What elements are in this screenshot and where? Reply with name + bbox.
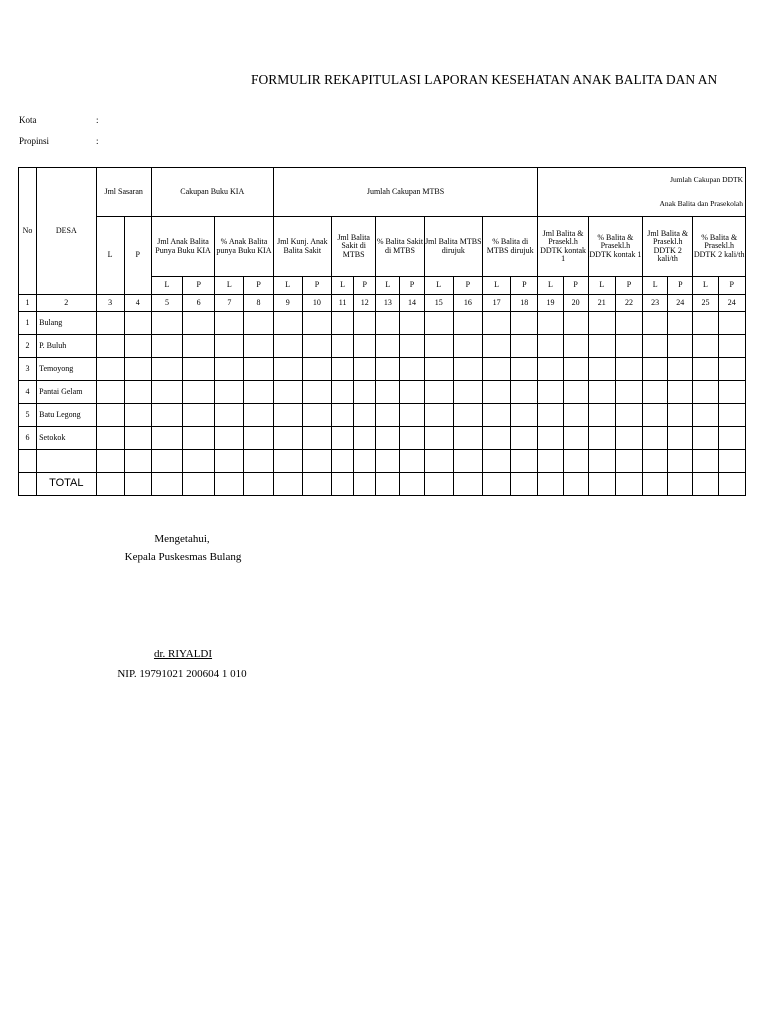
data-cell	[183, 404, 215, 427]
lp-cell: P	[302, 277, 331, 295]
data-cell	[96, 450, 124, 473]
row-number: 4	[19, 381, 37, 404]
data-cell	[615, 427, 642, 450]
data-cell	[151, 381, 182, 404]
data-rows	[19, 312, 746, 473]
col-number: 4	[124, 295, 151, 312]
data-cell	[615, 335, 642, 358]
data-cell	[482, 404, 510, 427]
lp-cell: P	[615, 277, 642, 295]
data-cell	[273, 335, 302, 358]
rekap-table	[18, 167, 746, 496]
col-number: 23	[643, 295, 668, 312]
data-cell	[273, 381, 302, 404]
row-number: 2	[19, 335, 37, 358]
lp-cell: P	[453, 277, 482, 295]
data-cell	[151, 427, 182, 450]
data-cell	[302, 427, 331, 450]
row-number: 3	[19, 358, 37, 381]
col-number: 1	[19, 295, 37, 312]
data-cell	[244, 404, 273, 427]
data-cell	[215, 381, 244, 404]
data-cell	[183, 335, 215, 358]
row-desa: Pantai Gelam	[37, 381, 96, 404]
data-cell	[400, 312, 424, 335]
data-cell	[124, 381, 151, 404]
data-cell	[718, 404, 745, 427]
data-cell	[302, 404, 331, 427]
data-cell	[96, 427, 124, 450]
data-cell	[643, 358, 668, 381]
data-cell	[244, 381, 273, 404]
ddtk-subtitle: Anak Balita dan Prasekolah	[659, 199, 743, 208]
data-cell	[302, 450, 331, 473]
data-cell	[453, 427, 482, 450]
data-cell	[124, 312, 151, 335]
data-cell	[215, 427, 244, 450]
propinsi-label: Propinsi	[19, 136, 50, 146]
data-cell	[424, 358, 453, 381]
data-cell	[588, 450, 615, 473]
row-desa: Setokok	[37, 427, 96, 450]
table-row	[19, 381, 746, 404]
propinsi-row	[19, 136, 99, 146]
row-desa: Temoyong	[37, 358, 96, 381]
data-cell	[511, 427, 538, 450]
col-number: 25	[693, 295, 718, 312]
data-cell	[354, 312, 376, 335]
total-row	[19, 473, 746, 496]
table-row	[19, 404, 746, 427]
data-cell	[482, 358, 510, 381]
table-row	[19, 312, 746, 335]
col-number: 19	[538, 295, 563, 312]
data-cell	[693, 427, 718, 450]
data-cell	[453, 358, 482, 381]
sub-header-10: Jml Balita & Prasekl.h DDTK 2 kali/th	[643, 217, 693, 277]
data-cell	[96, 404, 124, 427]
lp-cell: P	[668, 277, 693, 295]
data-cell	[668, 335, 693, 358]
data-cell	[538, 404, 563, 427]
data-cell	[693, 381, 718, 404]
kota-row	[19, 115, 99, 125]
data-cell	[511, 358, 538, 381]
data-cell	[563, 312, 588, 335]
data-cell	[400, 450, 424, 473]
data-cell	[615, 312, 642, 335]
row-desa	[37, 450, 96, 473]
col-number: 3	[96, 295, 124, 312]
data-cell	[453, 312, 482, 335]
data-cell	[643, 381, 668, 404]
data-cell	[424, 381, 453, 404]
data-cell	[643, 450, 668, 473]
data-cell	[511, 404, 538, 427]
lp-cell: L	[332, 277, 354, 295]
data-cell	[332, 427, 354, 450]
data-cell	[588, 312, 615, 335]
data-cell	[538, 358, 563, 381]
data-cell	[538, 335, 563, 358]
row-number	[19, 450, 37, 473]
col-number: 8	[244, 295, 273, 312]
data-cell	[151, 312, 182, 335]
row-desa: Batu Legong	[37, 404, 96, 427]
col-number: 18	[511, 295, 538, 312]
signatory-name: dr. RIYALDI	[153, 648, 213, 660]
lp-cell: L	[376, 277, 400, 295]
data-cell	[453, 404, 482, 427]
sub-header-7: % Balita di MTBS dirujuk	[482, 217, 537, 277]
data-cell	[693, 312, 718, 335]
data-cell	[615, 404, 642, 427]
data-cell	[668, 450, 693, 473]
table-row	[19, 427, 746, 450]
lp-cell: P	[400, 277, 424, 295]
data-cell	[643, 427, 668, 450]
data-cell	[511, 335, 538, 358]
ddtk-title: Jumlah Cakupan DDTK	[670, 175, 743, 184]
data-cell	[273, 427, 302, 450]
data-cell	[400, 335, 424, 358]
data-cell	[588, 381, 615, 404]
lp-cell: L	[424, 277, 453, 295]
data-cell	[400, 404, 424, 427]
sub-header-4: Jml Balita Sakit di MTBS	[332, 217, 376, 277]
data-cell	[615, 450, 642, 473]
data-cell	[588, 427, 615, 450]
data-cell	[538, 381, 563, 404]
data-cell	[183, 381, 215, 404]
row-desa: Bulang	[37, 312, 96, 335]
col-number: 15	[424, 295, 453, 312]
lp-cell: P	[354, 277, 376, 295]
data-cell	[215, 358, 244, 381]
row-number: 5	[19, 404, 37, 427]
data-cell	[424, 450, 453, 473]
data-cell	[376, 381, 400, 404]
data-cell	[215, 335, 244, 358]
data-cell	[538, 427, 563, 450]
data-cell	[718, 427, 745, 450]
data-cell	[273, 450, 302, 473]
col-number: 2	[37, 295, 96, 312]
kota-colon: :	[96, 115, 99, 125]
data-cell	[273, 312, 302, 335]
data-cell	[718, 312, 745, 335]
data-cell	[151, 404, 182, 427]
lp-cell: L	[538, 277, 563, 295]
col-number: 10	[302, 295, 331, 312]
data-cell	[354, 450, 376, 473]
col-number: 12	[354, 295, 376, 312]
row-number: 6	[19, 427, 37, 450]
sub-header-8: Jml Balita & Prasekl.h DDTK kontak 1	[538, 217, 588, 277]
data-cell	[453, 335, 482, 358]
table-row	[19, 358, 746, 381]
data-cell	[354, 427, 376, 450]
col-number: 14	[400, 295, 424, 312]
data-cell	[482, 335, 510, 358]
data-cell	[563, 358, 588, 381]
data-cell	[124, 427, 151, 450]
jabatan-text: Kepala Puskesmas Bulang	[124, 551, 242, 563]
data-cell	[718, 381, 745, 404]
row-number: 1	[19, 312, 37, 335]
data-cell	[151, 358, 182, 381]
data-cell	[668, 381, 693, 404]
data-cell	[538, 312, 563, 335]
data-cell	[424, 312, 453, 335]
lp-cell: P	[511, 277, 538, 295]
data-cell	[563, 381, 588, 404]
col-number: 7	[215, 295, 244, 312]
cakupan-mtbs-header: Jumlah Cakupan MTBS	[273, 168, 538, 217]
data-cell	[354, 404, 376, 427]
data-cell	[215, 450, 244, 473]
sub-header-11: % Balita & Prasekl.h DDTK 2 kali/th	[693, 217, 746, 277]
col-number: 11	[332, 295, 354, 312]
data-cell	[643, 312, 668, 335]
kota-label: Kota	[19, 115, 37, 125]
lp-cell: L	[273, 277, 302, 295]
data-cell	[151, 450, 182, 473]
data-cell	[376, 335, 400, 358]
data-cell	[376, 427, 400, 450]
data-cell	[693, 450, 718, 473]
data-cell	[215, 312, 244, 335]
data-cell	[215, 404, 244, 427]
lp-cell: P	[244, 277, 273, 295]
data-cell	[376, 312, 400, 335]
data-cell	[354, 381, 376, 404]
lp-cell: P	[718, 277, 745, 295]
data-cell	[332, 404, 354, 427]
no-header: No	[19, 168, 37, 295]
data-cell	[332, 450, 354, 473]
col-number: 13	[376, 295, 400, 312]
data-cell	[511, 381, 538, 404]
data-cell	[424, 427, 453, 450]
lp-cell: P	[183, 277, 215, 295]
propinsi-colon: :	[96, 136, 99, 146]
data-cell	[563, 335, 588, 358]
data-cell	[302, 381, 331, 404]
data-cell	[244, 335, 273, 358]
data-cell	[563, 427, 588, 450]
jml-sasaran-header: Jml Sasaran	[96, 168, 151, 217]
data-cell	[424, 404, 453, 427]
lp-cell: P	[563, 277, 588, 295]
cakupan-ddtk-header	[538, 168, 746, 217]
data-cell	[718, 358, 745, 381]
lp-cell: L	[215, 277, 244, 295]
data-cell	[244, 450, 273, 473]
table-row	[19, 450, 746, 473]
data-cell	[615, 358, 642, 381]
data-cell	[124, 335, 151, 358]
sasaran-p: P	[124, 217, 151, 295]
data-cell	[124, 450, 151, 473]
data-cell	[244, 358, 273, 381]
row-desa: P. Buluh	[37, 335, 96, 358]
data-cell	[511, 312, 538, 335]
data-cell	[538, 450, 563, 473]
data-cell	[588, 335, 615, 358]
data-cell	[96, 312, 124, 335]
lp-cell: L	[151, 277, 182, 295]
data-cell	[183, 427, 215, 450]
data-cell	[332, 335, 354, 358]
data-cell	[424, 335, 453, 358]
data-cell	[124, 404, 151, 427]
data-cell	[302, 335, 331, 358]
data-cell	[693, 335, 718, 358]
data-cell	[332, 358, 354, 381]
col-number: 9	[273, 295, 302, 312]
col-number: 5	[151, 295, 182, 312]
data-cell	[273, 358, 302, 381]
data-cell	[400, 427, 424, 450]
data-cell	[376, 404, 400, 427]
data-cell	[693, 404, 718, 427]
lp-cell: L	[693, 277, 718, 295]
desa-header: DESA	[37, 168, 96, 295]
sub-header-3: Jml Kunj. Anak Balita Sakit	[273, 217, 331, 277]
data-cell	[718, 335, 745, 358]
data-cell	[302, 312, 331, 335]
sub-header-5: % Balita Sakit di MTBS	[376, 217, 424, 277]
data-cell	[615, 381, 642, 404]
data-cell	[482, 427, 510, 450]
data-cell	[244, 312, 273, 335]
data-cell	[482, 450, 510, 473]
sub-header-2: % Anak Balita punya Buku KIA	[215, 217, 273, 277]
data-cell	[718, 450, 745, 473]
data-cell	[151, 335, 182, 358]
col-number: 17	[482, 295, 510, 312]
data-cell	[643, 404, 668, 427]
col-number: 16	[453, 295, 482, 312]
col-number: 20	[563, 295, 588, 312]
col-number: 21	[588, 295, 615, 312]
lp-cell: L	[588, 277, 615, 295]
data-cell	[482, 381, 510, 404]
data-cell	[96, 335, 124, 358]
data-cell	[183, 312, 215, 335]
lp-cell: L	[482, 277, 510, 295]
data-cell	[244, 427, 273, 450]
data-cell	[354, 358, 376, 381]
data-cell	[354, 335, 376, 358]
data-cell	[668, 312, 693, 335]
data-cell	[453, 381, 482, 404]
data-cell	[332, 381, 354, 404]
data-cell	[588, 358, 615, 381]
data-cell	[376, 450, 400, 473]
sasaran-l: L	[96, 217, 124, 295]
data-cell	[511, 450, 538, 473]
data-cell	[332, 312, 354, 335]
total-label: TOTAL	[37, 473, 96, 496]
data-cell	[183, 358, 215, 381]
lp-cell: L	[643, 277, 668, 295]
data-cell	[376, 358, 400, 381]
data-cell	[668, 358, 693, 381]
page-title: FORMULIR REKAPITULASI LAPORAN KESEHATAN ANAK BALITA DAN AN	[251, 72, 718, 87]
data-cell	[273, 404, 302, 427]
data-cell	[96, 381, 124, 404]
data-cell	[482, 312, 510, 335]
col-number: 22	[615, 295, 642, 312]
sub-header-6: Jml Balita MTBS dirujuk	[424, 217, 482, 277]
data-cell	[563, 450, 588, 473]
data-cell	[124, 358, 151, 381]
nip-text: NIP. 19791021 200604 1 010	[117, 668, 247, 680]
column-number-row	[19, 295, 746, 312]
col-number: 24	[718, 295, 745, 312]
data-cell	[643, 335, 668, 358]
data-cell	[183, 450, 215, 473]
table-row	[19, 335, 746, 358]
data-cell	[563, 404, 588, 427]
col-number: 24	[668, 295, 693, 312]
sub-header-1: Jml Anak Balita Punya Buku KIA	[151, 217, 214, 277]
mengetahui-text: Mengetahui,	[154, 533, 210, 545]
sub-header-9: % Balita & Prasekl.h DDTK kontak 1	[588, 217, 642, 277]
data-cell	[668, 404, 693, 427]
data-cell	[668, 427, 693, 450]
data-cell	[302, 358, 331, 381]
col-number: 6	[183, 295, 215, 312]
data-cell	[96, 358, 124, 381]
data-cell	[400, 358, 424, 381]
data-cell	[453, 450, 482, 473]
cakupan-buku-kia-header: Cakupan Buku KIA	[151, 168, 273, 217]
data-cell	[588, 404, 615, 427]
data-cell	[400, 381, 424, 404]
data-cell	[693, 358, 718, 381]
